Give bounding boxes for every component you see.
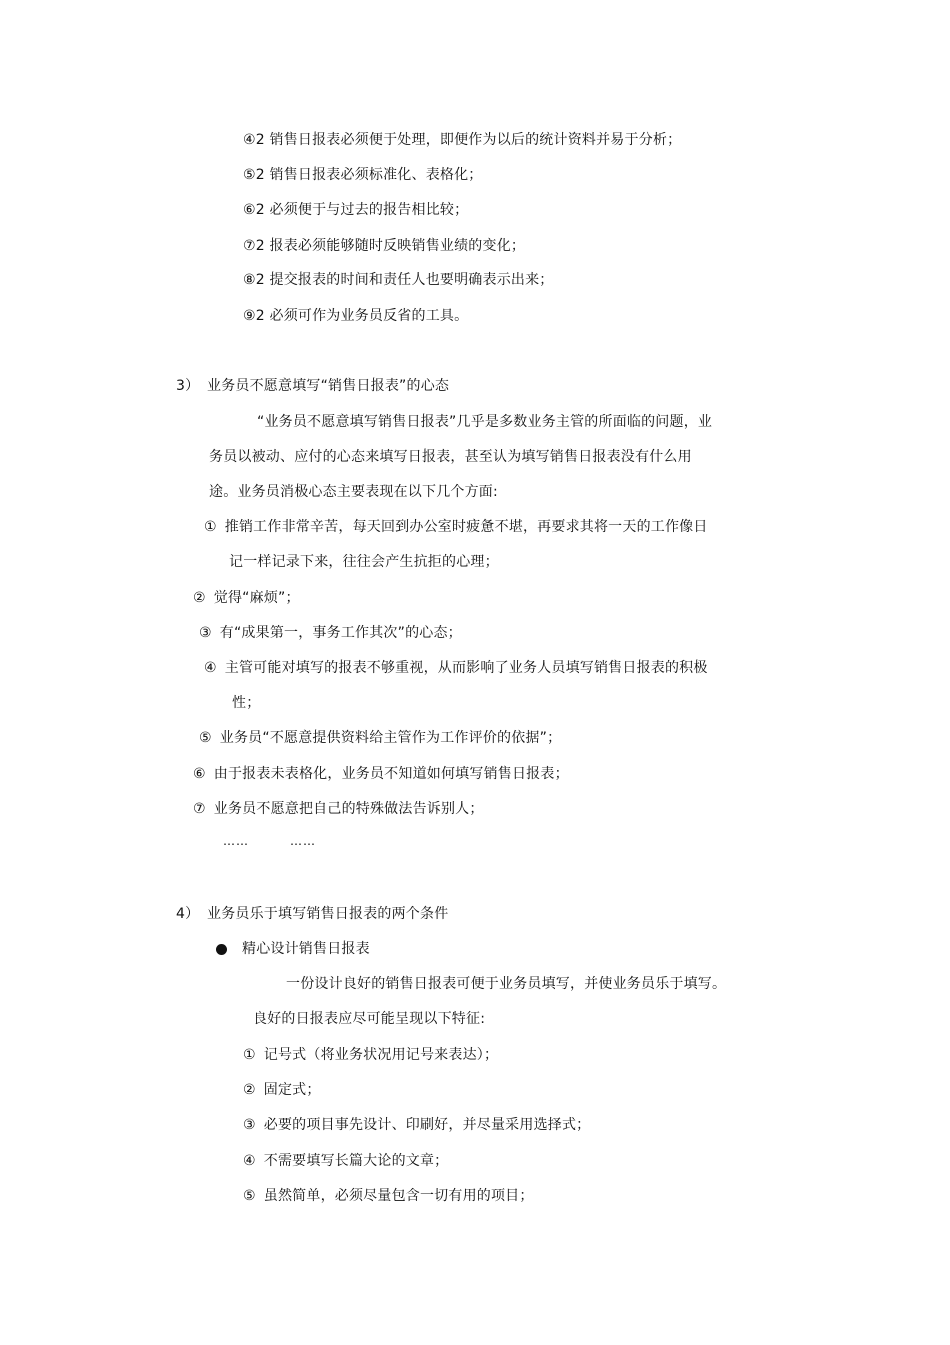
list-item <box>204 518 708 536</box>
item-number: ⑥ <box>193 766 206 782</box>
paragraph-line: 良好的日报表应尽可能呈现以下特征: <box>253 1011 486 1027</box>
list-item-continuation: 记一样记录下来，往往会产生抗拒的心理； <box>229 554 499 570</box>
paragraph-line: “业务员不愿意填写销售日报表”几乎是多数业务主管的所面临的问题，业 <box>257 414 713 430</box>
list-item <box>193 589 300 607</box>
paragraph-line: 途。业务员消极心态主要表现在以下几个方面: <box>209 484 498 500</box>
item-number: ④ <box>243 1153 256 1169</box>
item-text: 不需要填写长篇大论的文章； <box>263 1153 449 1169</box>
section-3-heading <box>176 377 449 395</box>
item-number: ② <box>243 1082 256 1098</box>
list-item: ⑥2 必须便于与过去的报告相比较； <box>243 202 469 218</box>
item-text: 有“成果第一，事务工作其次”的心态； <box>219 625 462 641</box>
item-text: 由于报表未表格化，业务员不知道如何填写销售日报表； <box>213 766 569 782</box>
list-item <box>243 1046 498 1064</box>
list-item: ⑧2 提交报表的时间和责任人也要明确表示出来； <box>243 272 554 288</box>
bullet-icon <box>216 944 227 955</box>
list-item <box>193 765 569 783</box>
list-item: ⑨2 必须可作为业务员反省的工具。 <box>243 308 469 324</box>
item-text: 固定式； <box>263 1082 321 1098</box>
list-item: ⑦2 报表必须能够随时反映销售业绩的变化； <box>243 238 526 254</box>
list-item: ④2 销售日报表必须便于处理，即便作为以后的统计资料并易于分析； <box>243 132 682 148</box>
list-item <box>204 659 708 677</box>
list-item <box>193 800 484 818</box>
paragraph-line: 务员以被动、应付的心态来填写日报表，甚至认为填写销售日报表没有什么用 <box>209 449 692 465</box>
bullet-label: 精心设计销售日报表 <box>242 941 370 957</box>
item-number: ③ <box>243 1117 256 1133</box>
item-text: 觉得“麻烦”； <box>213 590 300 606</box>
item-number: ② <box>193 590 206 606</box>
ellipsis: …… <box>223 834 249 848</box>
item-text: 必要的项目事先设计、印刷好，并尽量采用选择式； <box>263 1117 591 1133</box>
list-item <box>243 1152 448 1170</box>
item-text: 业务员不愿意把自己的特殊做法告诉别人； <box>213 801 484 817</box>
item-text: 记号式（将业务状况用记号来表达）； <box>263 1047 499 1063</box>
item-text: 主管可能对填写的报表不够重视，从而影响了业务人员填写销售日报表的积极 <box>224 660 708 676</box>
item-number: ③ <box>199 625 212 641</box>
item-number: ④ <box>204 660 217 676</box>
item-text: 虽然简单，必须尽量包含一切有用的项目； <box>263 1188 534 1204</box>
section-number: 4） <box>176 906 200 922</box>
ellipsis: …… <box>290 834 316 848</box>
item-number: ⑤ <box>199 730 212 746</box>
item-text: 业务员“不愿意提供资料给主管作为工作评价的依据”； <box>219 730 562 746</box>
item-number: ① <box>204 519 217 535</box>
list-item <box>199 729 561 747</box>
section-title: 业务员不愿意填写“销售日报表”的心态 <box>207 378 450 394</box>
list-item-continuation: 性； <box>232 695 261 711</box>
paragraph-line: 一份设计良好的销售日报表可便于业务员填写，并使业务员乐于填写。 <box>286 976 727 992</box>
list-item <box>243 1081 321 1099</box>
section-number: 3） <box>176 378 200 394</box>
section-4-heading <box>176 905 448 923</box>
list-item: ⑤2 销售日报表必须标准化、表格化； <box>243 167 483 183</box>
section-title: 业务员乐于填写销售日报表的两个条件 <box>207 906 449 922</box>
item-text: 推销工作非常辛苦，每天回到办公室时疲惫不堪，再要求其将一天的工作像日 <box>224 519 708 535</box>
list-item <box>243 1187 534 1205</box>
item-number: ① <box>243 1047 256 1063</box>
list-item <box>199 624 462 642</box>
item-number: ⑤ <box>243 1188 256 1204</box>
list-item <box>243 1116 590 1134</box>
item-number: ⑦ <box>193 801 206 817</box>
